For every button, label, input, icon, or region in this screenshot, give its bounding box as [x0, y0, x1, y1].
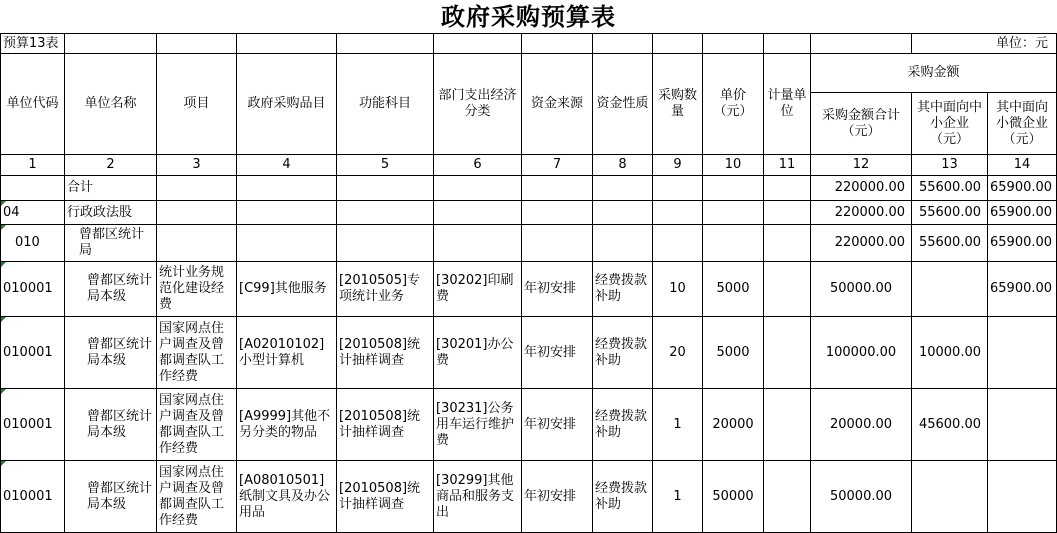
cell-price: [703, 225, 764, 262]
cell-measure: [764, 201, 811, 225]
table-row: [1, 201, 1057, 225]
cell-func: [337, 225, 434, 262]
cell-qty: [653, 176, 703, 201]
cell-total: 50000.00: [811, 262, 912, 317]
cell-item: [A02010102]小型计算机: [237, 317, 337, 389]
cell-econ: [30231]公务用车运行维护费: [434, 389, 522, 461]
cell-source: 年初安排: [522, 461, 593, 533]
cell-project: [157, 225, 237, 262]
col-number: 9: [653, 155, 703, 176]
cell-qty: 1: [653, 389, 703, 461]
table-row: [1, 262, 1057, 317]
cell-price: 5000: [703, 262, 764, 317]
cell-micro: [988, 461, 1057, 533]
cell-micro: [988, 389, 1057, 461]
cell-source: [522, 176, 593, 201]
cell-item: [A08010501]纸制文具及办公用品: [237, 461, 337, 533]
col-number: 3: [157, 155, 237, 176]
cell-code: 010001: [1, 389, 65, 461]
cell-func: [2010508]统计抽样调查: [337, 461, 434, 533]
cell-price: [703, 176, 764, 201]
cell-total: 100000.00: [811, 317, 912, 389]
cell-qty: 20: [653, 317, 703, 389]
cell-measure: [764, 317, 811, 389]
cell-econ: [30201]办公费: [434, 317, 522, 389]
cell-nature: [593, 225, 653, 262]
col-number: 10: [703, 155, 764, 176]
cell-econ: [434, 176, 522, 201]
cell-sme: [912, 262, 988, 317]
cell-total: 220000.00: [811, 225, 912, 262]
cell-func: [2010508]统计抽样调查: [337, 317, 434, 389]
cell-micro: [988, 317, 1057, 389]
cell-nature: [593, 201, 653, 225]
cell-code: 010: [1, 225, 65, 262]
header-amount-micro: 其中面向小微企业（元）: [988, 93, 1057, 155]
header-project: 项目: [157, 54, 237, 155]
header-price: 单价（元）: [703, 54, 764, 155]
header-row-1: [1, 54, 1057, 93]
cell-total: 220000.00: [811, 201, 912, 225]
cell-sme: 55600.00: [912, 201, 988, 225]
cell-sme: 55600.00: [912, 176, 988, 201]
cell-price: 5000: [703, 317, 764, 389]
header-amount-sme: 其中面向中小企业（元）: [912, 93, 988, 155]
cell-total: 20000.00: [811, 389, 912, 461]
cell-nature: 经费拨款补助: [593, 389, 653, 461]
cell-measure: [764, 461, 811, 533]
col-number: 14: [988, 155, 1057, 176]
header-econ: 部门支出经济分类: [434, 54, 522, 155]
cell-source: 年初安排: [522, 262, 593, 317]
cell-micro: 65900.00: [988, 262, 1057, 317]
cell-measure: [764, 176, 811, 201]
cell-nature: 经费拨款补助: [593, 317, 653, 389]
cell-source: [522, 225, 593, 262]
header-amount-group: 采购金额: [811, 54, 1057, 93]
cell-func: [337, 201, 434, 225]
cell-name: 合计: [65, 176, 157, 201]
cell-name: 曾都区统计局: [65, 225, 157, 262]
cell-econ: [30299]其他商品和服务支出: [434, 461, 522, 533]
cell-measure: [764, 389, 811, 461]
table-code: 预算13表: [1, 34, 65, 54]
header-func: 功能科目: [337, 54, 434, 155]
cell-measure: [764, 225, 811, 262]
cell-func: [2010505]专项统计业务: [337, 262, 434, 317]
cell-source: [522, 201, 593, 225]
header-qty: 采购数量: [653, 54, 703, 155]
col-number: 4: [237, 155, 337, 176]
cell-sme: 10000.00: [912, 317, 988, 389]
cell-item: [237, 176, 337, 201]
table-row: [1, 317, 1057, 389]
cell-price: 50000: [703, 461, 764, 533]
cell-name: 行政政法股: [65, 201, 157, 225]
cell-nature: 经费拨款补助: [593, 262, 653, 317]
cell-nature: [593, 176, 653, 201]
cell-total: 220000.00: [811, 176, 912, 201]
col-number: 6: [434, 155, 522, 176]
cell-name: 曾都区统计局本级: [65, 317, 157, 389]
header-item: 政府采购品目: [237, 54, 337, 155]
cell-item: [A9999]其他不另分类的物品: [237, 389, 337, 461]
table-row: [1, 225, 1057, 262]
cell-econ: [434, 225, 522, 262]
col-number: 8: [593, 155, 653, 176]
cell-project: [157, 201, 237, 225]
header-unit-name: 单位名称: [65, 54, 157, 155]
cell-code: 010001: [1, 461, 65, 533]
col-number: 1: [1, 155, 65, 176]
cell-name: 曾都区统计局本级: [65, 262, 157, 317]
unit-label: 单位：元: [912, 34, 1057, 54]
cell-func: [337, 176, 434, 201]
col-number: 2: [65, 155, 157, 176]
cell-qty: 10: [653, 262, 703, 317]
cell-item: [C99]其他服务: [237, 262, 337, 317]
cell-code: [1, 176, 65, 201]
cell-nature: 经费拨款补助: [593, 461, 653, 533]
cell-source: 年初安排: [522, 317, 593, 389]
cell-code: 010001: [1, 262, 65, 317]
header-source: 资金来源: [522, 54, 593, 155]
table-row: [1, 461, 1057, 533]
cell-price: [703, 201, 764, 225]
cell-project: 国家网点住户调查及曾都调查队工作经费: [157, 389, 237, 461]
cell-price: 20000: [703, 389, 764, 461]
cell-name: 曾都区统计局本级: [65, 461, 157, 533]
cell-code: 010001: [1, 317, 65, 389]
cell-econ: [434, 201, 522, 225]
meta-row: [1, 34, 1057, 54]
col-number: 5: [337, 155, 434, 176]
cell-func: [2010508]统计抽样调查: [337, 389, 434, 461]
cell-project: [157, 176, 237, 201]
col-number: 12: [811, 155, 912, 176]
cell-code: 04: [1, 201, 65, 225]
cell-sme: 55600.00: [912, 225, 988, 262]
cell-micro: 65900.00: [988, 225, 1057, 262]
cell-sme: 45600.00: [912, 389, 988, 461]
header-measure: 计量单位: [764, 54, 811, 155]
cell-name: 曾都区统计局本级: [65, 389, 157, 461]
cell-project: 统计业务规范化建设经费: [157, 262, 237, 317]
cell-qty: [653, 225, 703, 262]
header-amount-total: 采购金额合计（元）: [811, 93, 912, 155]
col-number: 11: [764, 155, 811, 176]
cell-item: [237, 225, 337, 262]
cell-qty: [653, 201, 703, 225]
cell-total: 50000.00: [811, 461, 912, 533]
header-unit-code: 单位代码: [1, 54, 65, 155]
cell-sme: [912, 461, 988, 533]
col-number: 13: [912, 155, 988, 176]
cell-micro: 65900.00: [988, 201, 1057, 225]
column-number-row: [1, 155, 1057, 176]
table-row: [1, 389, 1057, 461]
cell-econ: [30202]印刷费: [434, 262, 522, 317]
table-row: [1, 176, 1057, 201]
cell-project: 国家网点住户调查及曾都调查队工作经费: [157, 317, 237, 389]
cell-project: 国家网点住户调查及曾都调查队工作经费: [157, 461, 237, 533]
cell-source: 年初安排: [522, 389, 593, 461]
cell-item: [237, 201, 337, 225]
header-nature: 资金性质: [593, 54, 653, 155]
cell-measure: [764, 262, 811, 317]
cell-qty: 1: [653, 461, 703, 533]
budget-table: [0, 33, 1057, 533]
col-number: 7: [522, 155, 593, 176]
cell-micro: 65900.00: [988, 176, 1057, 201]
page-title: 政府采购预算表: [441, 2, 616, 31]
